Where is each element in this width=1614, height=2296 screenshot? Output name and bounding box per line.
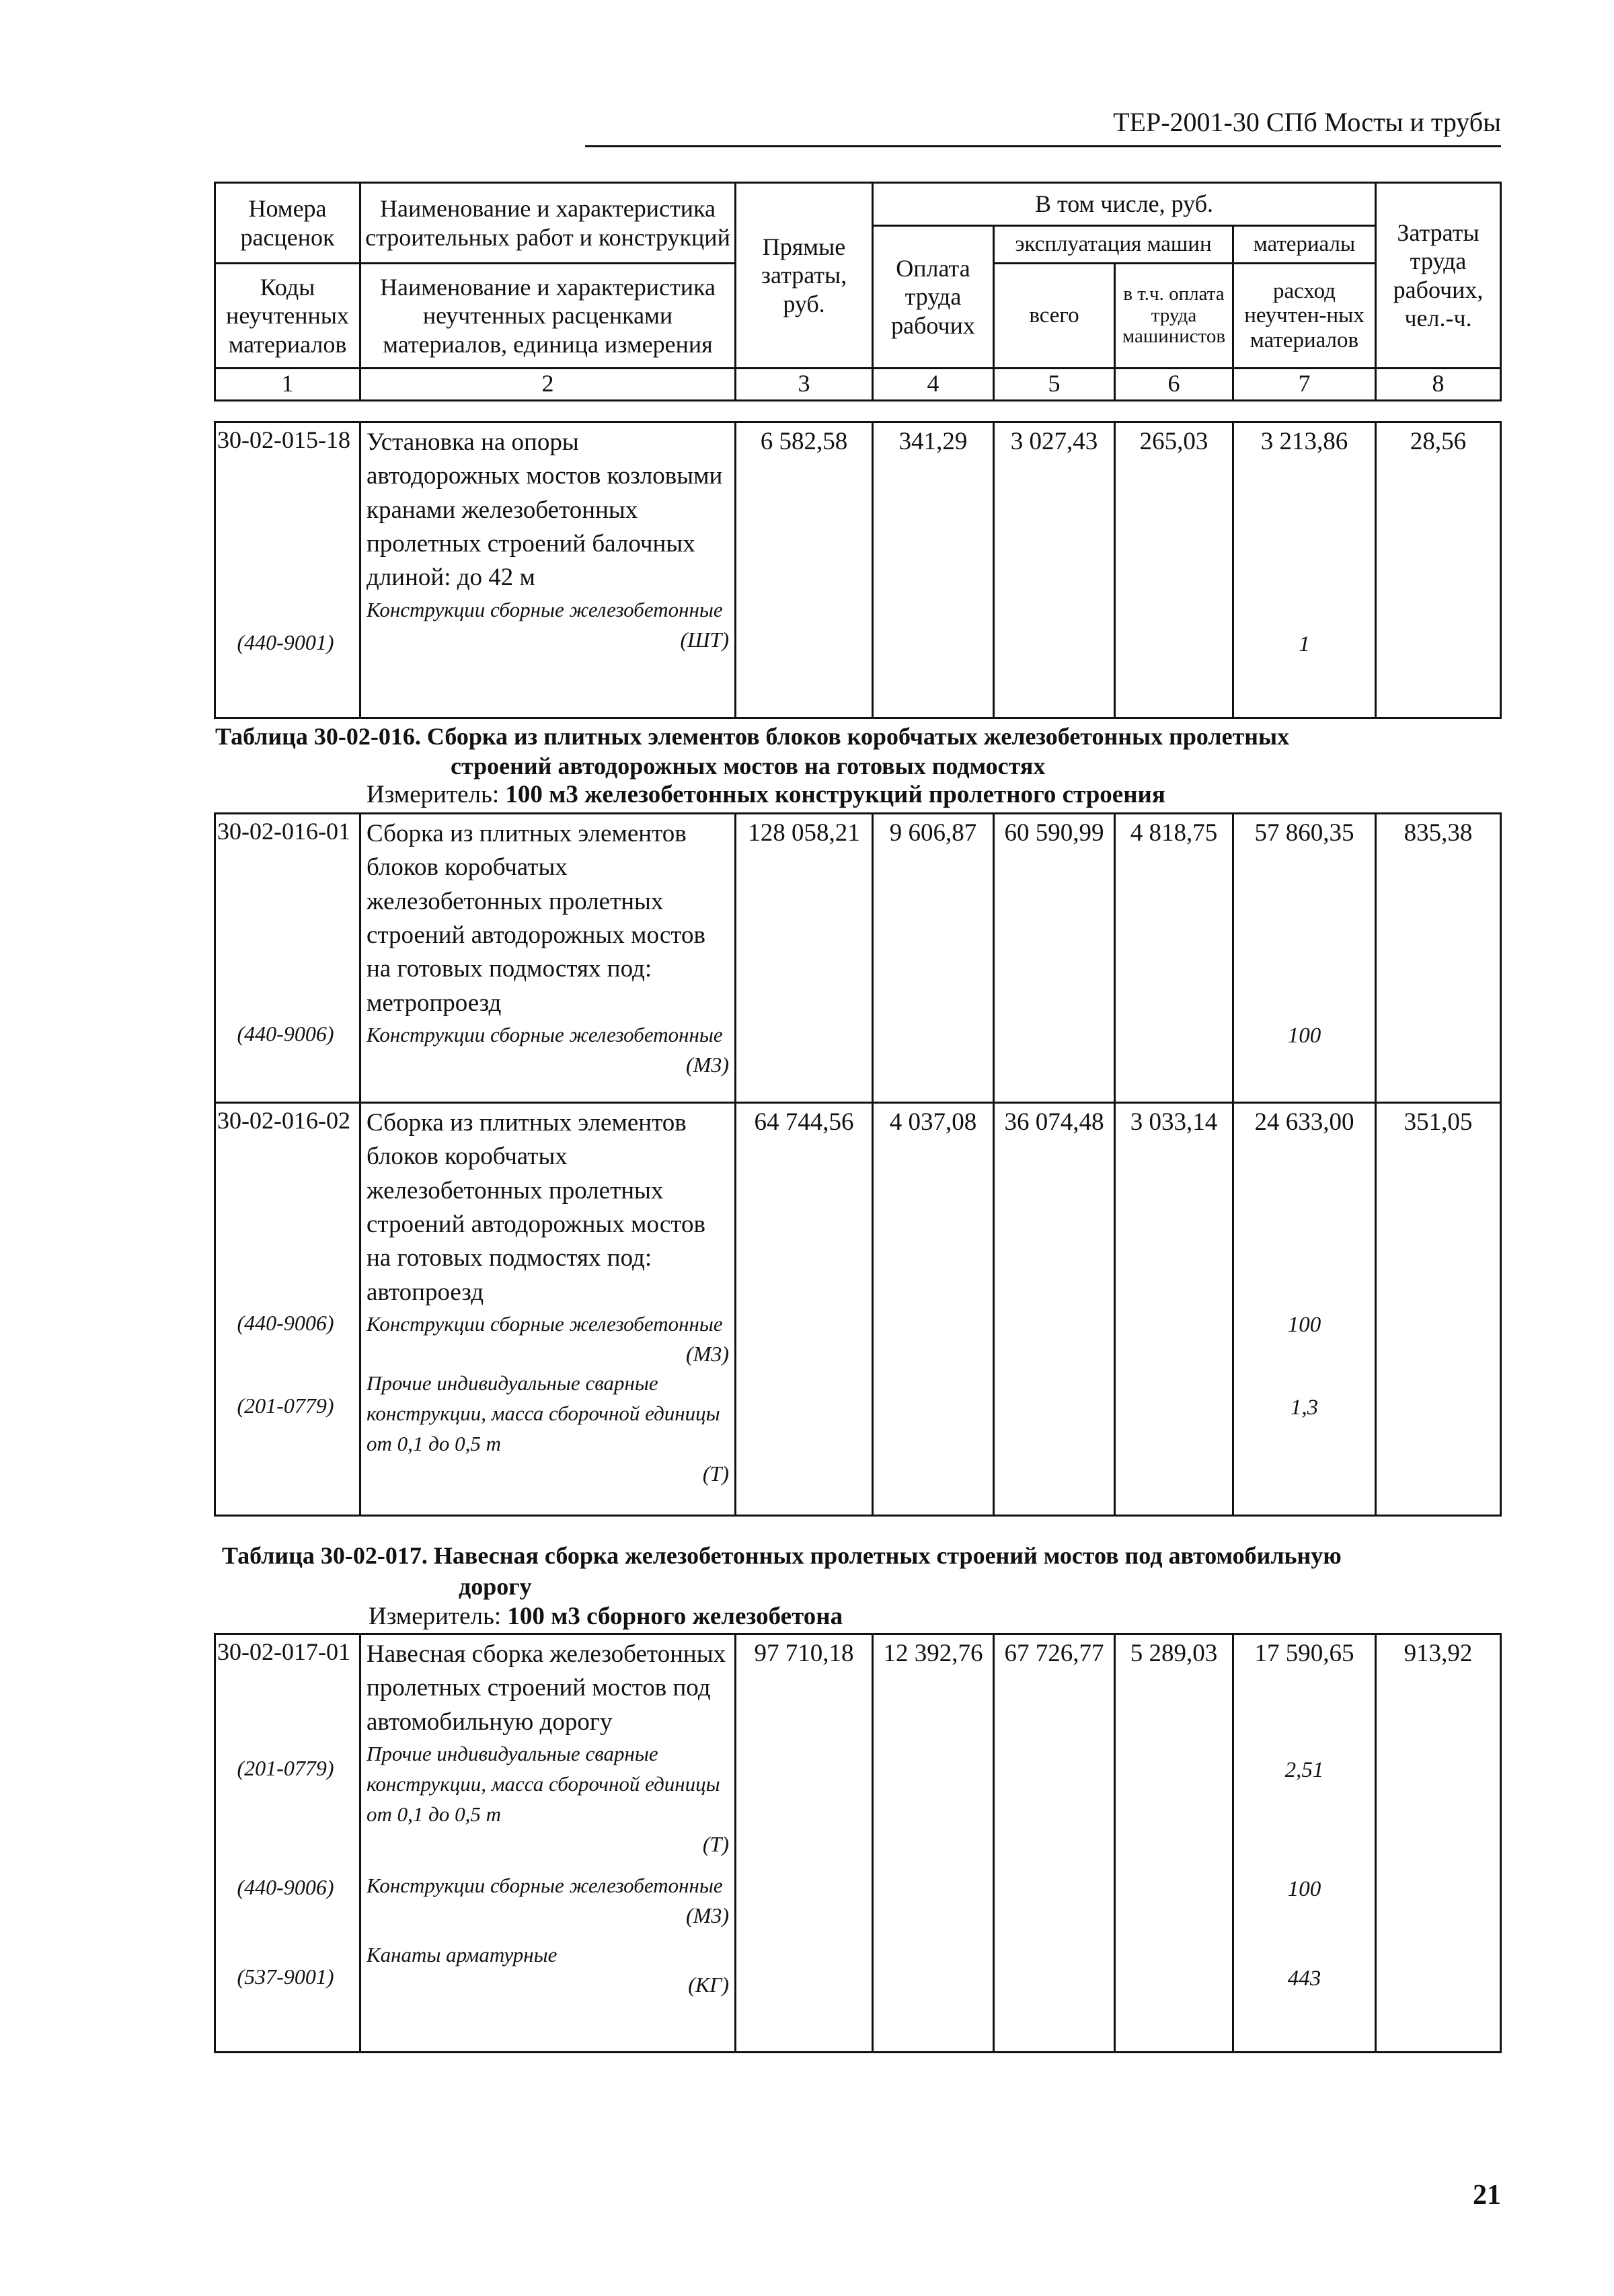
table-row (215, 1103, 1501, 1516)
col-number-3: 3 (736, 369, 873, 401)
material-quantity: 100 (1287, 1024, 1321, 1048)
material-quantity: 1 (1299, 632, 1310, 656)
labor-value: 351,05 (1376, 1103, 1501, 1516)
machines-wages-value: 5 289,03 (1115, 1634, 1233, 2053)
measure-label: Измеритель: (367, 781, 506, 808)
machines-wages-value: 4 818,75 (1115, 814, 1233, 1103)
materials-unaccounted-header: расход неучтен-ных материалов (1233, 264, 1376, 369)
header-rule (585, 145, 1501, 147)
material-unit: (М3) (686, 1903, 729, 1928)
wages-value: 12 392,76 (873, 1634, 994, 2053)
direct-costs-value: 6 582,58 (736, 422, 873, 718)
material-unit: (КГ) (688, 1972, 729, 1997)
col2-top-header: Наименование и характеристика строительных работ и конструкций (360, 183, 736, 264)
rate-name: Сборка из плитных элементов блоков коробчатых железобетонных пролетных строений автодорожных мостов на готовых подмостях под: метропроезд (367, 820, 705, 1017)
rate-code-cell (215, 814, 360, 1103)
rate-name: Установка на опоры автодорожных мостов козловыми кранами железобетонных пролетных строений балочных длиной: до 42 м (367, 428, 723, 592)
labor-value: 835,38 (1376, 814, 1501, 1103)
material-code: (440-9006) (237, 1022, 334, 1046)
col2-bottom-header: Наименование и характеристика неучтенных расценками материалов, единица измерения (360, 264, 736, 369)
rate-code: 30-02-015-18 (217, 426, 350, 453)
table-row (215, 1634, 1501, 2053)
col-number-1: 1 (215, 369, 360, 401)
machines-value: 36 074,48 (994, 1103, 1115, 1516)
material-quantity: 443 (1287, 1966, 1321, 1991)
material-code: (537-9001) (237, 1964, 334, 1989)
material-code: (440-9006) (237, 1875, 334, 1899)
labor-value: 913,92 (1376, 1634, 1501, 2053)
material-quantity: 2,51 (1284, 1758, 1324, 1782)
rate-code-cell (215, 1103, 360, 1516)
materials-value (1233, 422, 1376, 718)
col-number-8: 8 (1376, 369, 1501, 401)
including-header: В том числе, руб. (873, 183, 1376, 226)
table-016-measure (367, 780, 1165, 809)
col-number-4: 4 (873, 369, 994, 401)
rate-name-cell (360, 1103, 736, 1516)
materials-amount: 24 633,00 (1254, 1108, 1354, 1136)
rate-code-cell (215, 1634, 360, 2053)
labor-value: 28,56 (1376, 422, 1501, 718)
direct-costs-header: Прямые затраты, руб. (736, 183, 873, 369)
rate-name: Сборка из плитных элементов блоков коробчатых железобетонных пролетных строений автодорожных мостов на готовых подмостях под: автопроезд (367, 1109, 705, 1306)
machines-wages-header: в т.ч. оплата труда машинистов (1115, 264, 1233, 369)
direct-costs-value: 64 744,56 (736, 1103, 873, 1516)
measure-value: 100 м3 железобетонных конструкций пролетного строения (505, 781, 1165, 808)
rates-table-016 (214, 812, 1502, 1517)
material-code: (201-0779) (237, 1756, 334, 1780)
col-number-2: 2 (360, 369, 736, 401)
material-name: Канаты арматурные (367, 1942, 558, 1966)
column-header-table (214, 182, 1502, 401)
materials-amount: 17 590,65 (1254, 1640, 1354, 1667)
measure-value: 100 м3 сборного железобетона (507, 1603, 843, 1630)
material-name: Конструкции сборные железобетонные (367, 1874, 723, 1898)
rate-code: 30-02-016-01 (217, 818, 350, 845)
materials-value (1233, 814, 1376, 1103)
material-code: (440-9006) (237, 1311, 334, 1335)
col-number-7: 7 (1233, 369, 1376, 401)
material-unit: (М3) (686, 1341, 729, 1366)
table-016-title-line2: строений автодорожных мостов на готовых подмостях (451, 753, 1046, 779)
machines-header: эксплуатация машин (994, 226, 1233, 264)
material-code: (440-9001) (237, 630, 334, 654)
rate-name-cell (360, 1634, 736, 2053)
rate-name-cell (360, 422, 736, 718)
material-quantity: 1,3 (1290, 1395, 1319, 1420)
materials-value (1233, 1103, 1376, 1516)
material-name: Конструкции сборные железобетонные (367, 1311, 723, 1336)
machines-wages-value: 3 033,14 (1115, 1103, 1233, 1516)
col1-top-header: Номера расценок (215, 183, 360, 264)
rates-table-017 (214, 1633, 1502, 2053)
materials-amount: 3 213,86 (1260, 428, 1348, 455)
material-name: Конструкции сборные железобетонные (367, 1022, 723, 1046)
wages-value: 4 037,08 (873, 1103, 994, 1516)
material-quantity: 100 (1287, 1877, 1321, 1901)
material-code: (201-0779) (237, 1393, 334, 1418)
machines-value: 67 726,77 (994, 1634, 1115, 2053)
material-unit: (Т) (702, 1461, 729, 1486)
table-017-title-line1: Таблица 30-02-017. Навесная сборка железобетонных пролетных строений мостов под автомобильную (222, 1542, 1342, 1569)
direct-costs-value: 97 710,18 (736, 1634, 873, 2053)
col-number-5: 5 (994, 369, 1115, 401)
wages-header: Оплата труда рабочих (873, 226, 994, 369)
material-unit: (ШТ) (680, 627, 729, 652)
table-016-title-line1: Таблица 30-02-016. Сборка из плитных элементов блоков коробчатых железобетонных пролетных (215, 723, 1290, 750)
rate-code: 30-02-016-02 (217, 1107, 350, 1134)
rate-name-cell (360, 814, 736, 1103)
rate-name: Навесная сборка железобетонных пролетных строений мостов под автомобильную дорогу (367, 1640, 726, 1736)
material-name: Конструкции сборные железобетонные (367, 597, 723, 621)
page-number: 21 (1473, 2180, 1501, 2211)
col1-bottom-header: Коды неучтенных материалов (215, 264, 360, 369)
col-number-6: 6 (1115, 369, 1233, 401)
wages-value: 9 606,87 (873, 814, 994, 1103)
machines-wages-value: 265,03 (1115, 422, 1233, 718)
material-name: Прочие индивидуальные сварные конструкции, масса сборочной единицы от 0,1 до 0,5 т (367, 1371, 720, 1456)
wages-value: 341,29 (873, 422, 994, 718)
machines-value: 60 590,99 (994, 814, 1115, 1103)
table-017-measure (369, 1602, 843, 1631)
table-row (215, 422, 1501, 718)
table-row (215, 814, 1501, 1103)
materials-amount: 57 860,35 (1254, 819, 1354, 847)
material-unit: (Т) (702, 1831, 729, 1856)
machines-value: 3 027,43 (994, 422, 1115, 718)
rate-code-cell (215, 422, 360, 718)
direct-costs-value: 128 058,21 (736, 814, 873, 1103)
material-quantity: 100 (1287, 1313, 1321, 1337)
rates-table-015 (214, 421, 1502, 719)
rate-code: 30-02-017-01 (217, 1638, 350, 1665)
materials-header: материалы (1233, 226, 1376, 264)
labor-header: Затраты труда рабочих, чел.-ч. (1376, 183, 1501, 369)
measure-label: Измеритель: (369, 1603, 508, 1630)
table-017-title-line2: дорогу (459, 1573, 532, 1600)
machines-total-header: всего (994, 264, 1115, 369)
materials-value (1233, 1634, 1376, 2053)
material-name: Прочие индивидуальные сварные конструкции, масса сборочной единицы от 0,1 до 0,5 т (367, 1741, 720, 1826)
material-unit: (М3) (686, 1052, 729, 1077)
running-header: ТЕР-2001-30 СПб Мосты и трубы (1113, 107, 1501, 137)
